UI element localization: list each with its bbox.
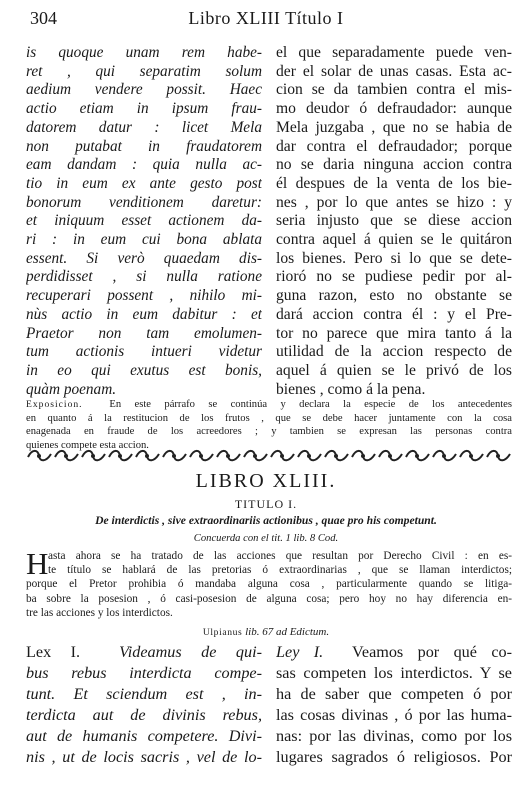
ornament-dot xyxy=(442,454,446,458)
spanish-line: tor no parece que mira tanto á la xyxy=(276,324,512,342)
spanish-line: mo deudor ó defraudador: aunque xyxy=(276,100,512,118)
latin-line: perdidisset , si nulla ratione xyxy=(26,268,262,286)
ley-line: ha de saber que competen ó por xyxy=(276,685,512,703)
spanish-line: cion se da tambien contra el mis- xyxy=(276,81,512,99)
spanish-line: guna razon, esto no obstante se xyxy=(276,287,512,305)
lex-line: Lex I. Videamus de qui- xyxy=(26,643,262,661)
spanish-line: nes , por lo que antes se hizo : y xyxy=(276,193,512,211)
citation-source: lib. 67 ad Edictum. xyxy=(245,626,330,638)
exposition-line: quienes compete esta accion. xyxy=(26,439,149,451)
citation-author: Ulpianus xyxy=(202,627,243,638)
ornament-dot xyxy=(37,454,41,458)
spanish-line: el que separadamente puede ven- xyxy=(276,44,512,61)
exposition-paragraph xyxy=(26,398,512,452)
latin-line: quàm poenam. xyxy=(26,380,117,398)
title-heading: TITULO I. xyxy=(234,497,298,511)
running-header xyxy=(26,6,506,36)
ornament-dot xyxy=(307,454,311,458)
spanish-line: der el solar de unas casas. Esta ac- xyxy=(276,62,512,80)
intro-line: ba sobre la posesion , ó casi-posesion de alguna cosa; pero hoy no hay diferencia en- xyxy=(26,592,512,605)
latin-line: is quoque unam rem habe- xyxy=(26,44,262,61)
spanish-line: seria injusto que se diese accion xyxy=(276,212,512,230)
ley-line: nas: por las divinas, como por los xyxy=(276,727,512,745)
ley-line: lugares sagrados ó religiosos. Por xyxy=(276,748,512,766)
ornament-dot xyxy=(280,454,284,458)
ornament-dot xyxy=(469,454,473,458)
intro-line: tre las acciones y los interdictos. xyxy=(26,606,173,619)
spanish-line: dará accion contra él : y el Pre- xyxy=(276,305,512,323)
running-title: Libro XLIII Título I xyxy=(188,8,344,28)
spanish-column xyxy=(276,44,512,399)
lex-line: tunt. Et sciendum est , in- xyxy=(26,685,262,703)
lex-line: bus rebus interdicta compe- xyxy=(26,664,262,682)
latin-line: in eo qui exutus est bonis, xyxy=(26,361,262,379)
spanish-line: aquel á quien se le privó de los xyxy=(276,361,512,379)
ornament-dot xyxy=(199,454,203,458)
ornament-dot xyxy=(172,454,176,458)
latin-line: non putabat in fraudatorem xyxy=(26,137,262,155)
lex-line: nis , ut de locis sacris , vel de lo- xyxy=(26,748,262,766)
intro-line: te título se hablará de las pretorias ó extraordinarias , que se llaman interdictos; xyxy=(48,564,512,577)
ornament-dot xyxy=(145,454,149,458)
ulpianus-citation xyxy=(0,626,532,638)
spanish-line: utilidad de la accion respecto de xyxy=(276,343,512,361)
intro-line: asta ahora se ha tratado de las acciones que resultan por Derecho Civil : en es- xyxy=(48,550,512,562)
spanish-line: dar contra el defraudador; porque xyxy=(276,137,512,155)
exposition-line: en quanto á la restitucion de los frutos , que se debe hacer juntamente con la cosa xyxy=(26,412,512,424)
latin-line: eam dandam : quia nulla ac- xyxy=(26,156,262,174)
latin-line: essent. Si verò quaedam dis- xyxy=(26,249,262,267)
title-subtitle: De interdictis , sive extraordinariis actionibus , quae pro his competunt. xyxy=(95,514,437,527)
intro-paragraph xyxy=(26,546,512,620)
latin-line: nùs actio in eum dabitur : et xyxy=(26,305,262,323)
latin-line: ri : in eum cui bona ablata xyxy=(26,231,262,249)
latin-line: aedium vendere possit. Haec xyxy=(26,81,262,99)
latin-line: actio etiam in ipsum frau- xyxy=(26,100,262,118)
latin-line: tio in eum ex ante gesto post xyxy=(26,174,262,192)
latin-line: Praetor non tam emolumen- xyxy=(26,324,262,342)
ornament-dot xyxy=(91,454,95,458)
exposition-line: Exposicion. En este párrafo se continúa y declara la especie de los antecedentes xyxy=(26,399,512,410)
ornament-dot xyxy=(334,454,338,458)
spanish-line: él despues de la venta de los bie- xyxy=(276,174,512,192)
latin-line: datorem datur : licet Mela xyxy=(26,118,262,136)
ornament-dot xyxy=(388,454,392,458)
spanish-line: rioró no se pudiese pedir por al- xyxy=(276,268,512,286)
ornament-dot xyxy=(361,454,365,458)
ley-line: sas competen los interdictos. Y se xyxy=(276,664,512,682)
latin-lex-column xyxy=(26,642,262,768)
drop-cap: H xyxy=(26,546,49,581)
ornament-dot xyxy=(64,454,68,458)
page-number: 304 xyxy=(30,8,57,28)
lex-line: aut de humanis competere. Divi- xyxy=(26,727,262,745)
lex-label: Lex I. xyxy=(26,643,81,661)
spanish-line: Mela juzgaba , que no se habia de xyxy=(276,118,512,136)
latin-line: ret , qui separatim solum xyxy=(26,62,262,80)
concordance-note: Concuerda con el tit. 1 lib. 8 Cod. xyxy=(193,533,339,544)
latin-line: et iniquum esset actionem da- xyxy=(26,212,262,230)
ornament-dot xyxy=(496,454,500,458)
latin-line: bonorum venditionem daretur: xyxy=(26,193,262,211)
ornament-dot xyxy=(253,454,257,458)
ornament-dot xyxy=(118,454,122,458)
ley-line: las cosas divinas , ó por las huma- xyxy=(276,706,512,724)
spanish-line: bienes , como á la pena. xyxy=(276,380,426,398)
ornament-dot xyxy=(415,454,419,458)
exposition-label: Exposicion. xyxy=(26,399,83,410)
lex-line: terdicta aut de divinis rebus, xyxy=(26,706,262,724)
spanish-line: los bienes. Pero si lo que se dete- xyxy=(276,249,512,267)
spanish-line: contra aquel á quien se le quitáron xyxy=(276,231,512,249)
spanish-ley-column xyxy=(276,642,512,768)
book-title: LIBRO XLIII. xyxy=(195,470,337,492)
ornamental-divider xyxy=(26,448,512,464)
ley-label: Ley I. xyxy=(276,643,324,661)
spanish-line: no se daria ninguna accion contra xyxy=(276,156,512,174)
ley-line: Ley I. Veamos por qué co- xyxy=(276,643,512,661)
latin-line: tum actionis intueri videtur xyxy=(26,343,262,361)
ornament-dot xyxy=(226,454,230,458)
exposition-line: enagenada en fraude de los acreedores ; y tambien se expresan las personas contra xyxy=(26,426,512,438)
latin-line: recuperari possent , nihilo mi- xyxy=(26,287,262,305)
intro-line: porque el Pretor prohibia ó mandaba alguna cosa , particularmente quando se litiga- xyxy=(26,578,512,591)
latin-column xyxy=(26,44,262,399)
